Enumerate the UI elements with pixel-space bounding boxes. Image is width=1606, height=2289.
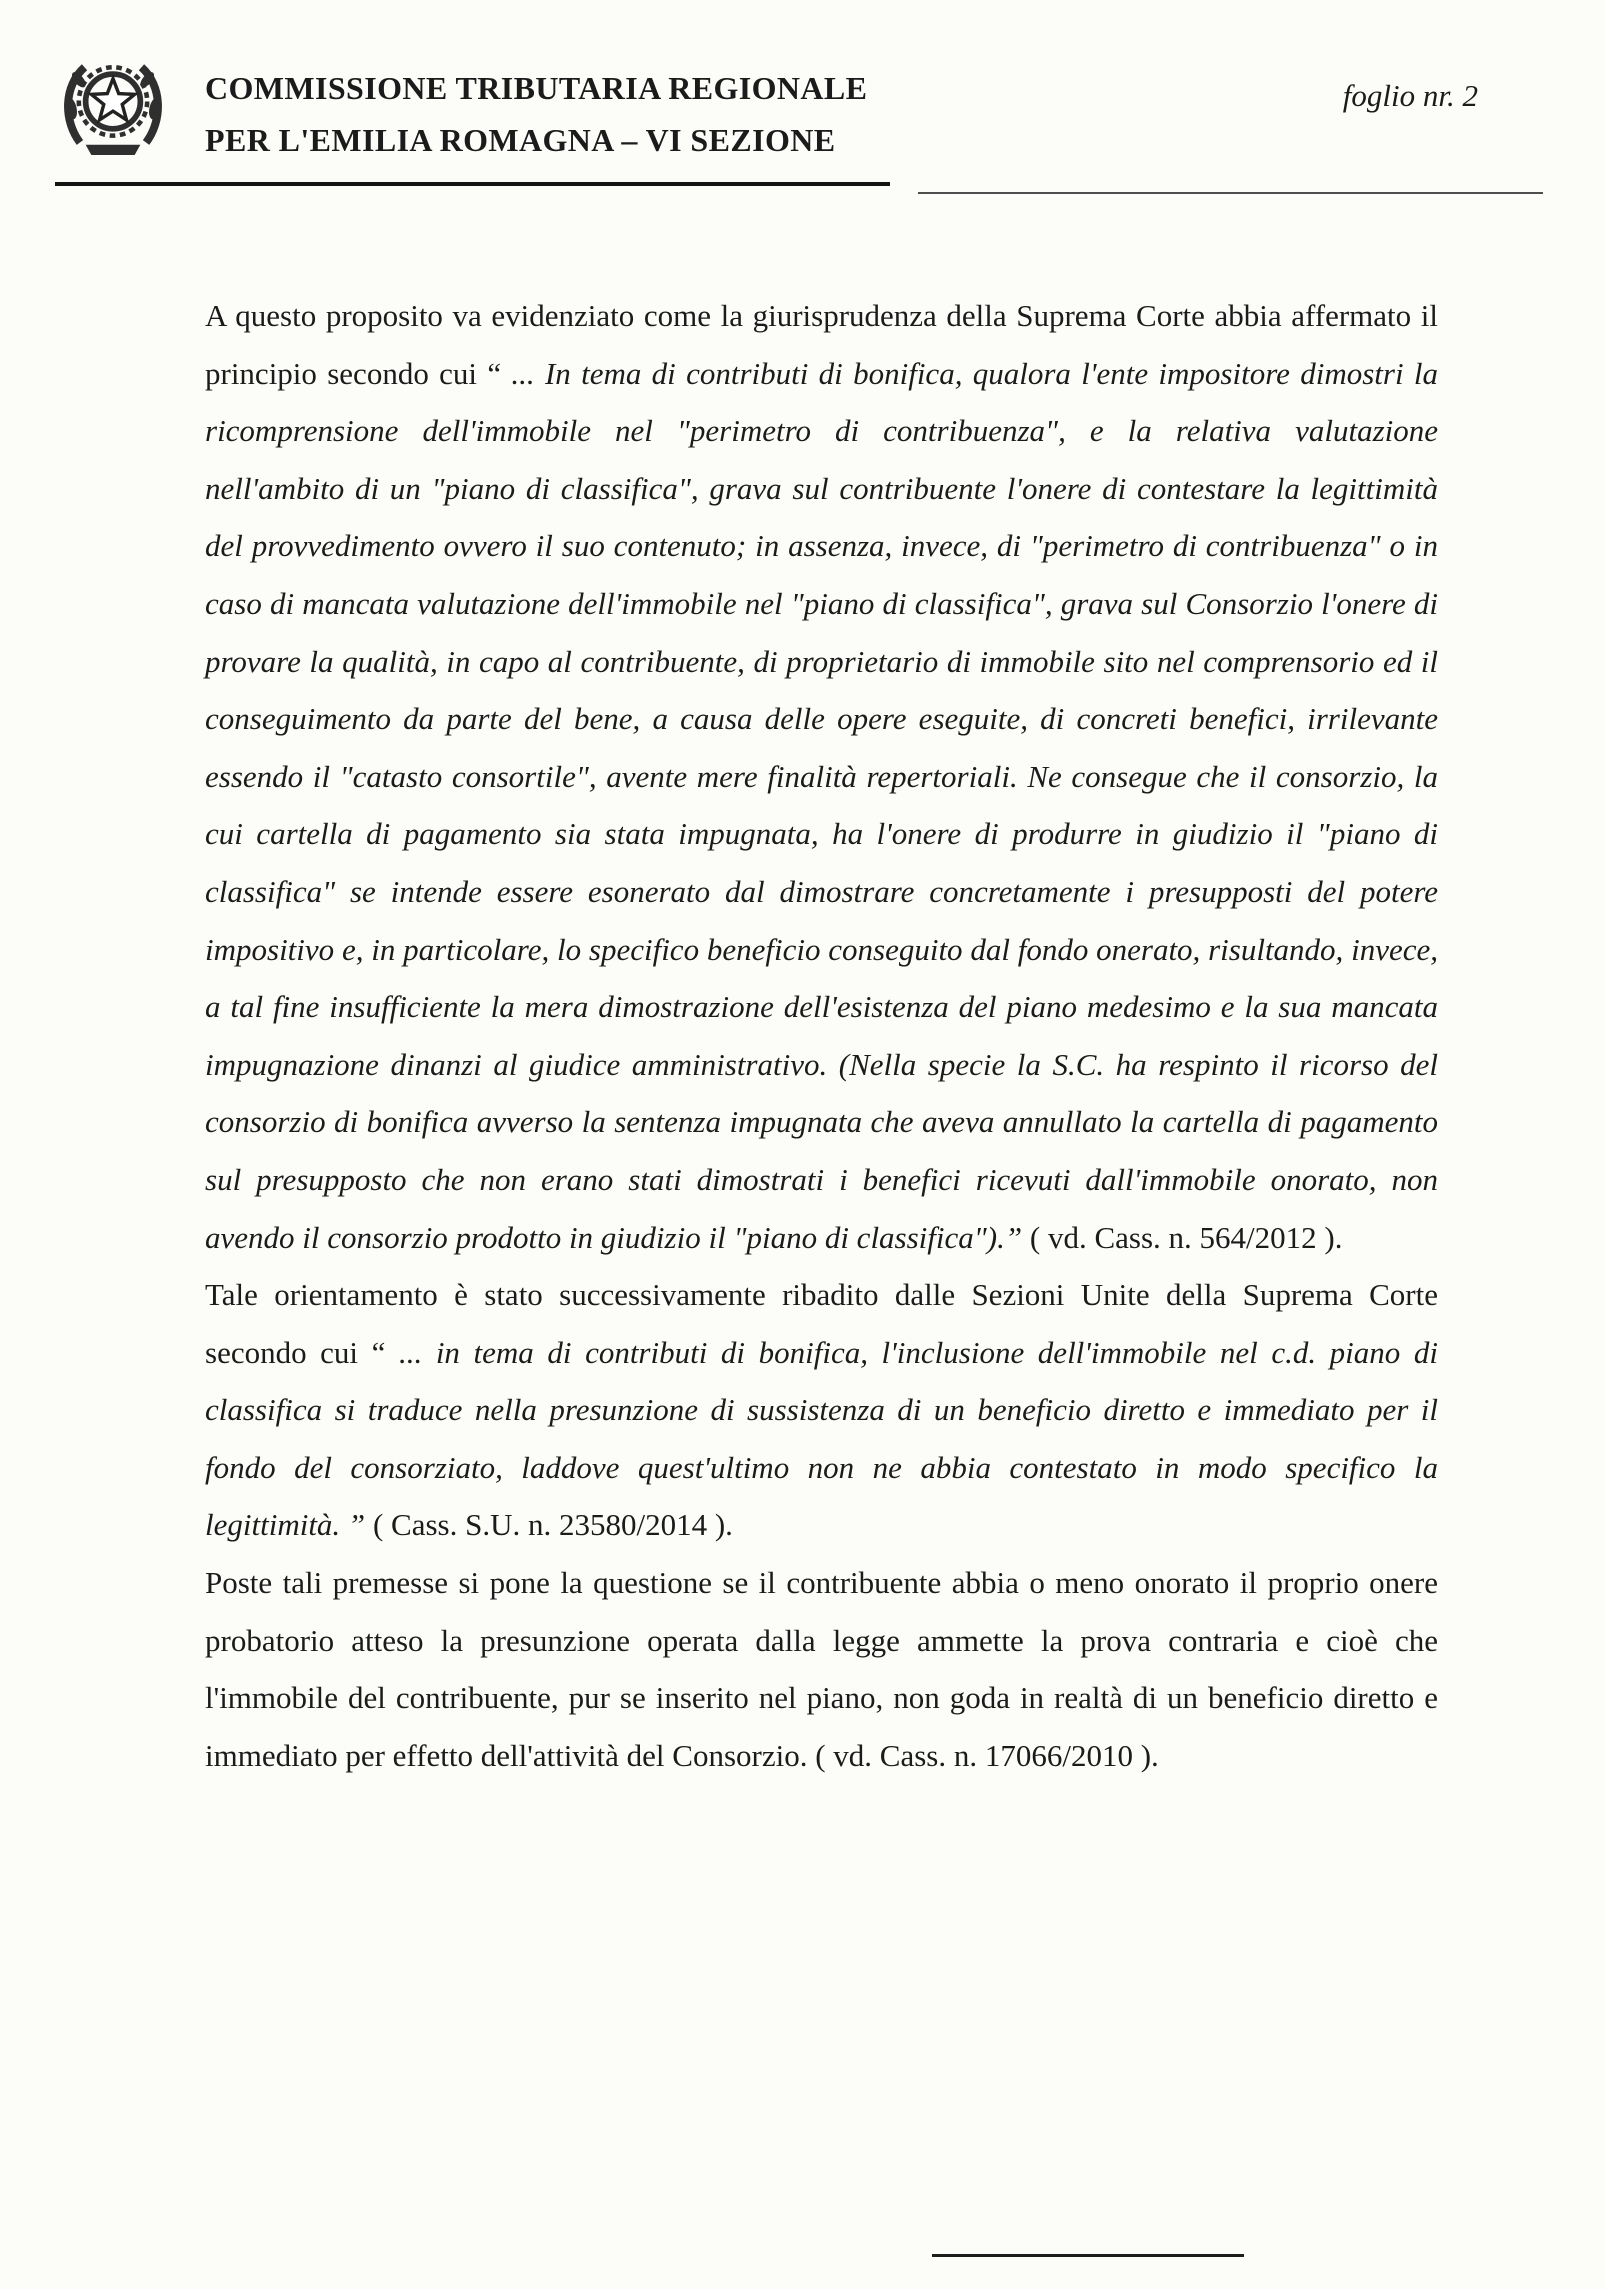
quoted-jurisprudence-text: ... in tema di contributi di bonifica, l'inclusione dell'immobile nel c.d. piano di classifica si traduce nella presunzione di sussistenza di un beneficio diretto e immediato per il fondo del consorziato, laddove quest'ultimo non ne abbia contestato in modo specifico la legittimità. ” <box>205 1334 1438 1543</box>
folio-number: foglio nr. 2 <box>1342 78 1478 113</box>
paragraph <box>205 287 1438 1266</box>
footer-rule <box>932 2254 1244 2257</box>
paragraph <box>205 1554 1438 1784</box>
court-name: COMMISSIONE TRIBUTARIA REGIONALE <box>205 70 868 106</box>
body-text-segment: ( Cass. S.U. n. 23580/2014 ). <box>365 1507 733 1543</box>
body-text-segment: A questo proposito va evidenziato come la giurisprudenza della Suprema Corte abbia affermato il principio secondo cui “ <box>205 298 1438 391</box>
header-rule-left <box>55 182 890 186</box>
body-text-segment: ( vd. Cass. n. 564/2012 ). <box>1022 1219 1343 1255</box>
body-text-segment: Poste tali premesse si pone la questione se il contribuente abbia o meno onorato il proprio onere probatorio atteso la presunzione operata dalla legge ammette la prova contraria e cioè che l'immobile del contribuente, pur se inserito nel piano, non goda in realtà di un beneficio diretto e immediato per effetto dell'attività del Consorzio. ( vd. Cass. n. 17066/2010 ). <box>205 1565 1438 1773</box>
court-section: PER L'EMILIA ROMAGNA – VI SEZIONE <box>205 122 836 158</box>
italian-republic-emblem-logo <box>56 48 170 164</box>
header-rule-right <box>918 192 1543 194</box>
quoted-jurisprudence-text: ... In tema di contributi di bonifica, qualora l'ente impositore dimostri la ricomprensione dell'immobile nel "perimetro di contribuenza", e la relativa valutazione nell'ambito di un "piano di classifica", grava sul contribuente l'onere di contestare la legittimità del provvedimento ovvero il suo contenuto; in assenza, invece, di "perimetro di contribuenza" o in caso di mancata valutazione dell'immobile nel "piano di classifica", grava sul Consorzio l'onere di provare la qualità, in capo al contribuente, di proprietario di immobile sito nel comprensorio ed il conseguimento da parte del bene, a causa delle opere eseguite, di concreti benefici, irrilevante essendo il "catasto consortile", avente mere finalità repertoriali. Ne consegue che il consorzio, la cui cartella di pagamento sia stata impugnata, ha l'onere di produrre in giudizio il "piano di classifica" se intende essere esonerato dal dimostrare concretamente i presupposti del potere impositivo e, in particolare, lo specifico beneficio conseguito dal fondo onerato, risultando, invece, a tal fine insufficiente la mera dimostrazione dell'esistenza del piano medesimo e la sua mancata impugnazione dinanzi al giudice amministrativo. (Nella specie la S.C. ha respinto il ricorso del consorzio di bonifica avverso la sentenza impugnata che aveva annullato la cartella di pagamento sul presupposto che non erano stati dimostrati i benefici ricevuti dall'immobile onorato, non avendo il consorzio prodotto in giudizio il "piano di classifica").” <box>205 355 1438 1255</box>
document-header <box>205 72 867 156</box>
body-text <box>205 287 1438 1784</box>
body-text-segment: Tale orientamento è stato successivamente ribadito dalle Sezioni Unite della Suprema Corte secondo cui “ <box>205 1277 1438 1370</box>
paragraph <box>205 1266 1438 1554</box>
